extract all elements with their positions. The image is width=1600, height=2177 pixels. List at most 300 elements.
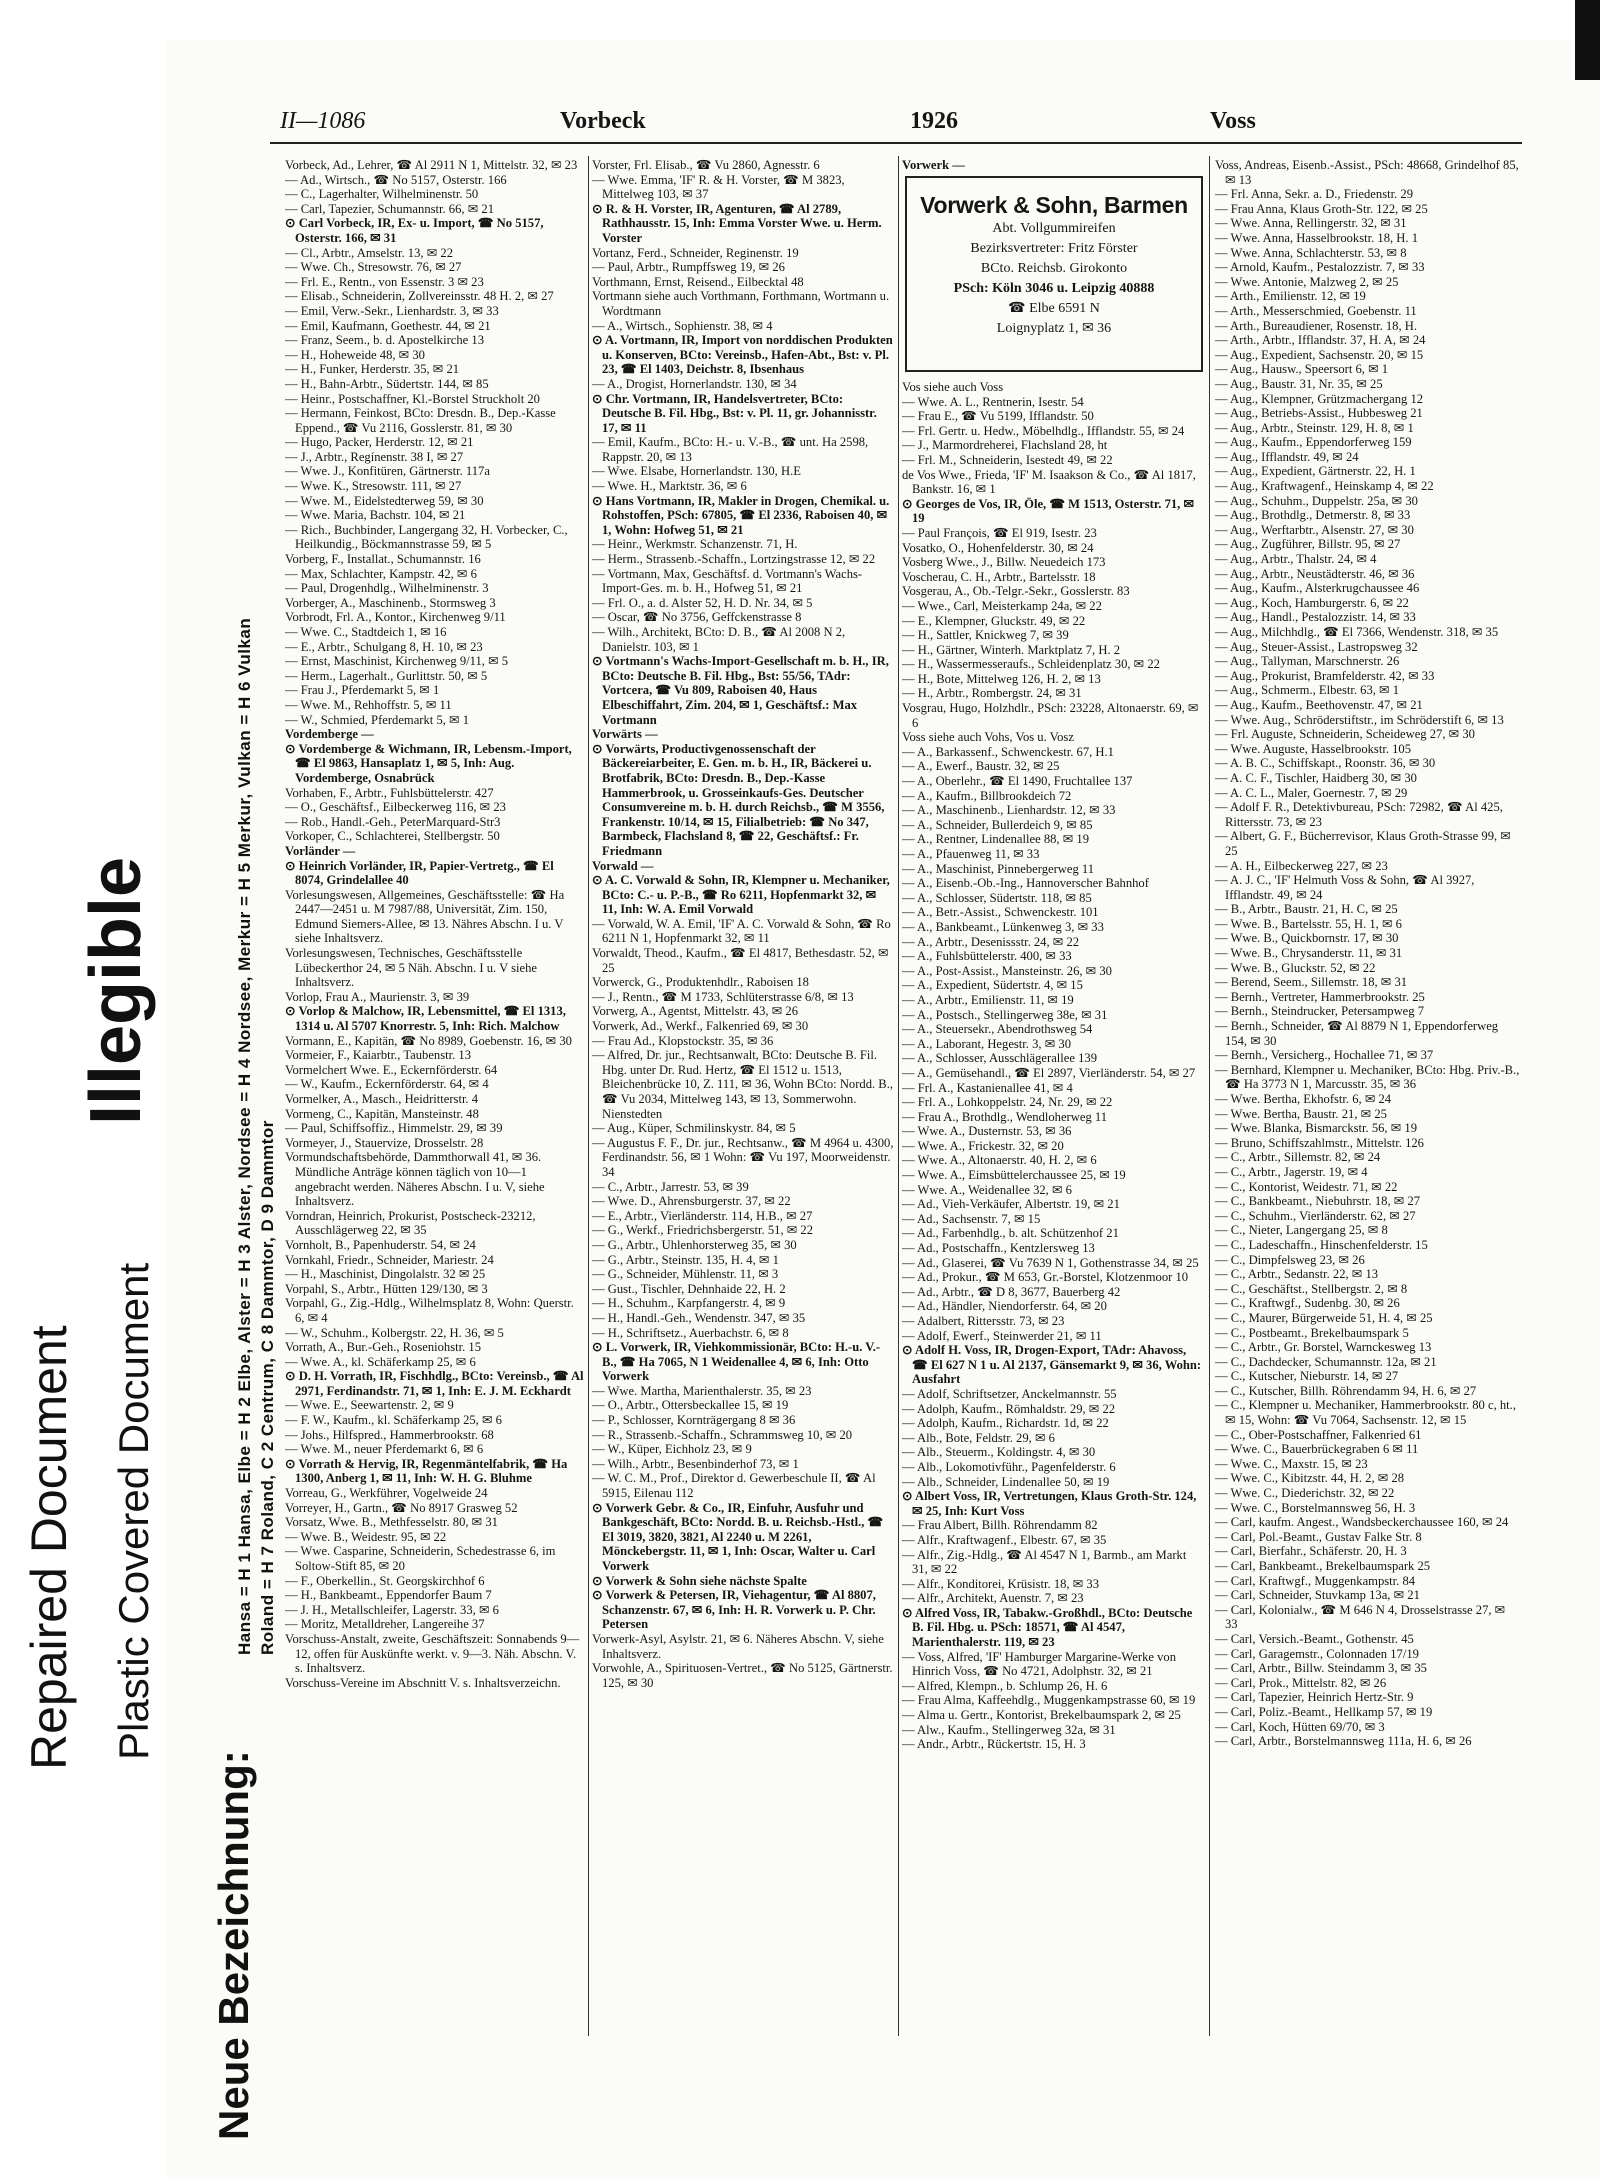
directory-entry: — Carl, Poliz.-Beamt., Hellkamp 57, ✉ 19 [1215, 1704, 1433, 1719]
directory-entry: Vorschuss-Vereine im Abschnitt V. s. Inhaltsverzeichn. [285, 1675, 561, 1690]
directory-entry: — Carl, Bierfahr., Schäferstr. 20, H. 3 [1215, 1544, 1407, 1559]
directory-entry: Vormelker, A., Masch., Heidritterstr. 4 [285, 1092, 479, 1106]
directory-entry: de Vos Wwe., Frieda, 'IF' M. Isaakson & Co., ☎ Al 1817, Bankstr. 16, ✉ 1 [902, 467, 1196, 497]
directory-entry: — Hermann, Feinkost, BCto: Dresdn. B., Dep.-Kasse Eppend., ☎ Vu 2116, Gosslerstr. 81, ✉ 30 [285, 406, 556, 435]
neue-bezeichnung-label: Neue Bezeichnung: [210, 1750, 257, 2140]
directory-entry: — Alb., Bote, Feldstr. 29, ✉ 6 [902, 1430, 1055, 1445]
directory-entry: — Bernhard, Klempner u. Mechaniker, BCto: Hbg. Priv.-B., ☎ Ha 3773 N 1, Marcusstr. 35, ✉ 36 [1215, 1062, 1520, 1092]
directory-entry: — A., Drogist, Hornerlandstr. 130, ✉ 34 [592, 376, 797, 391]
directory-entry: Vormeng, C., Kapitän, Mansteinstr. 48 [285, 1106, 479, 1121]
directory-entry: — F., Oberkellin., St. Georgskirchhof 6 [285, 1573, 485, 1588]
directory-entry: Vorndran, Heinrich, Prokurist, Postscheck-23212, Ausschlägerweg 22, ✉ 35 [285, 1208, 536, 1238]
directory-entry: — Frau Albert, Billh. Röhrendamm 82 [902, 1518, 1098, 1533]
directory-entry: — Carl, Pol.-Beamt., Gustav Falke Str. 8 [1215, 1529, 1422, 1544]
directory-entry: ⊙ Albert Voss, IR, Vertretungen, Klaus Groth-Str. 124, ✉ 25, Inh: Kurt Voss [902, 1489, 1197, 1518]
directory-entry: Vorlop, Frau A., Maurienstr. 3, ✉ 39 [285, 989, 470, 1004]
directory-entry: — Oscar, ☎ No 3756, Geffckenstrasse 8 [592, 610, 802, 625]
directory-entry: — A., Rentner, Lindenallee 88, ✉ 19 [902, 832, 1090, 847]
directory-entry: — Wwe. Martha, Marienthalerstr. 35, ✉ 23 [592, 1383, 812, 1398]
directory-entry: Vormelchert Wwe. E., Eckernförderstr. 64 [285, 1062, 498, 1077]
directory-entry: — H., Schuhm., Karpfangerstr. 4, ✉ 9 [592, 1296, 786, 1311]
directory-entry: — C., Arbtr., Sedanstr. 22, ✉ 13 [1215, 1267, 1379, 1282]
directory-entry: — Alfred, Klempn., b. Schlump 26, H. 6 [902, 1678, 1108, 1693]
advert-address: Loignyplatz 1, ✉ 36 [996, 321, 1112, 336]
directory-entry: — A., Pfauenweg 11, ✉ 33 [902, 847, 1040, 861]
advert-phone: ☎ Elbe 6591 N [1008, 301, 1100, 316]
directory-entry: — Aug., Werftarbtr., Alsenstr. 27, ✉ 30 [1215, 522, 1414, 537]
directory-entry: — Wwe. C., Kibitzstr. 44, H. 2, ✉ 28 [1215, 1471, 1405, 1486]
directory-entry: Vorkoper, C., Schlachterei, Stellbergstr. 50 [285, 829, 500, 844]
directory-entry: — Bruno, Schiffszahlmstr., Mittelstr. 126 [1215, 1135, 1424, 1150]
directory-entry: — Wwe. Bertha, Baustr. 21, ✉ 25 [1215, 1106, 1387, 1121]
directory-entry: — A., Schlosser, Südertstr. 118, ✉ 85 [902, 890, 1092, 905]
directory-entry: — Carl, Schneider, Stuvkamp 13a, ✉ 21 [1215, 1588, 1420, 1603]
directory-entry: ⊙ Vorrath & Hervig, IR, Regenmäntelfabrik, ☎ Ha 1300, Anberg 1, ✉ 11, Inh: W. H. G. Bluhme [285, 1456, 568, 1486]
directory-entry: — J., Rentn., ☎ M 1733, Schlüterstrasse 6/8, ✉ 13 [592, 989, 854, 1004]
directory-entry: — Aug., Ifflandstr. 49, ✉ 24 [1215, 449, 1359, 464]
directory-entry: Vormann, E., Kapitän, ☎ No 8989, Goebenstr. 16, ✉ 30 [285, 1033, 572, 1048]
directory-entry: — Wwe. B., Weidestr. 95, ✉ 22 [285, 1529, 447, 1544]
directory-entry: — Rich., Buchbinder, Langergang 32, H. Vorbecker, C., Heilkundig., Böckmannstrasse 59, ✉ 5 [285, 522, 568, 552]
directory-entry: — A., Oberlehr., ☎ El 1490, Fruchtallee 137 [902, 774, 1133, 789]
directory-entry: — Wwe. A., Dusternstr. 53, ✉ 36 [902, 1124, 1072, 1139]
directory-entry: ⊙ Vorwerk & Sohn siehe nächste Spalte [592, 1573, 807, 1588]
directory-entry: — Emil, Verw.-Sekr., Lienhardstr. 3, ✉ 33 [285, 303, 499, 318]
page-number: II—1086 [280, 108, 366, 134]
directory-entry: Vorlesungswesen, Technisches, Geschäftsstelle Lübeckerthor 24, ✉ 5 Näh. Abschn. I u. V siehe Inhaltsverz. [285, 946, 537, 990]
directory-entry: Voss siehe auch Vohs, Vos u. Vosz [902, 730, 1074, 745]
directory-entry: — Ad., Sachsenstr. 7, ✉ 15 [902, 1211, 1041, 1226]
directory-entry: — H., Wassermesseraufs., Schleidenplatz 30, ✉ 22 [902, 657, 1160, 672]
directory-entry: Vorhaben, F., Arbtr., Fuhlsbüttelerstr. 427 [285, 785, 494, 800]
directory-entry: — Cl., Arbtr., Amselstr. 13, ✉ 22 [285, 245, 453, 260]
directory-entry: — Carl, Arbtr., Billw. Steindamm 3, ✉ 35 [1215, 1661, 1427, 1676]
directory-entry: ⊙ Vorwerk & Petersen, IR, Viehagentur, ☎ Al 8807, Schanzenstr. 67, ✉ 6, Inh: H. R. Vorwerk u. P. Chr. Petersen [592, 1588, 876, 1632]
directory-entry: — A., Arbtr., Desenissstr. 24, ✉ 22 [902, 934, 1080, 949]
directory-entry: — Wwe. Auguste, Hasselbrookstr. 105 [1215, 741, 1412, 756]
directory-entry: — C., Klempner u. Mechaniker, Hammerbrookstr. 80 c, ht., ✉ 15, Wohn: ☎ Vu 7064, Sachsenstr. 12, ✉ 15 [1215, 1398, 1516, 1428]
directory-entry: — H., Bote, Mittelweg 126, H. 2, ✉ 13 [902, 671, 1101, 686]
directory-entry: — Frl. E., Rentn., von Essenstr. 3 ✉ 23 [285, 274, 484, 289]
directory-entry: — A., Post-Assist., Mansteinstr. 26, ✉ 30 [902, 963, 1112, 978]
directory-entry: — Ad., Farbenhdlg., b. alt. Schützenhof 21 [902, 1226, 1119, 1241]
directory-entry: — Wwe. M., Rehhoffstr. 5, ✉ 11 [285, 697, 452, 712]
document-annotation-sidebar [0, 0, 280, 2177]
directory-entry: — Bernh., Steindrucker, Petersampweg 7 [1215, 1004, 1424, 1019]
directory-entry: — Frl. M., Schneiderin, Isestedt 49, ✉ 22 [902, 452, 1113, 467]
directory-entry: — Wwe. Aug., Schröderstiftstr., im Schröderstift 6, ✉ 13 [1215, 712, 1504, 727]
directory-entry: — C., Kutscher, Nieburstr. 14, ✉ 27 [1215, 1369, 1399, 1384]
directory-entry: — Aug., Milchhdlg., ☎ El 7366, Wendenstr. 318, ✉ 35 [1215, 625, 1499, 639]
directory-entry: — Ad., Prokur., ☎ M 653, Gr.-Borstel, Klotzenmoor 10 [902, 1270, 1189, 1285]
directory-entry: — Wwe. A., Eimsbüttelerchaussee 25, ✉ 19 [902, 1168, 1126, 1183]
directory-entry: — Carl, Versich.-Beamt., Gothenstr. 45 [1215, 1631, 1414, 1646]
directory-entry: — C., Schuhm., Vierländerstr. 62, ✉ 27 [1215, 1208, 1416, 1223]
column-divider [898, 156, 899, 2036]
directory-entry: — Wwe. M., Eidelstedterweg 59, ✉ 30 [285, 493, 484, 508]
directory-entry: — Aug., Baustr. 31, Nr. 35, ✉ 25 [1215, 376, 1383, 391]
directory-entry: ⊙ A. Vortmann, IR, Import von norddischen Produkten u. Konserven, BCto: Vereinsb., Hafen-Abt., Bst: v. Pl. 23, ☎ El 1403, Deichstr. 8, Ibsenhaus [592, 333, 893, 377]
directory-entry: — Adolf, Schriftsetzer, Anckelmannstr. 55 [902, 1386, 1117, 1401]
directory-entry: — C., Lagerhalter, Wilhelminenstr. 50 [285, 187, 479, 202]
directory-entry: — G., Arbtr., Uhlenhorsterweg 35, ✉ 30 [592, 1237, 797, 1252]
directory-entry: — O., Arbtr., Ottersbeckallee 15, ✉ 19 [592, 1398, 789, 1413]
directory-entry: — Alw., Kaufm., Stellingerweg 32a, ✉ 31 [902, 1722, 1116, 1737]
directory-entry: Vosatko, O., Hohenfelderstr. 30, ✉ 24 [902, 540, 1094, 555]
directory-entry: — Wwe. B., Bartelsstr. 55, H. 1, ✉ 6 [1215, 916, 1402, 931]
directory-entry: Vorlesungswesen, Allgemeines, Geschäftsstelle: ☎ Ha 2447—2451 u. M 7987/88, Universität, Zim. 150, Edmund Siemers-Allee, ✉ 13. Nähres Abschn. I u. V siehe Inhaltsverz. [285, 887, 565, 946]
directory-column-3 [902, 380, 1204, 2060]
directory-column-2 [592, 158, 894, 2058]
directory-entry: — A., Betr.-Assist., Schwenckestr. 101 [902, 905, 1099, 920]
directory-entry: Vosgrau, Hugo, Holzhdlr., PSch: 23228, Altonaerstr. 69, ✉ 6 [902, 701, 1199, 730]
directory-entry: — Aug., Expedient, Gärtnerstr. 22, H. 1 [1215, 464, 1416, 479]
advert-title: Vorwerk & Sohn, Barmen [920, 192, 1188, 218]
directory-entry: — E., Arbtr., Schulgang 8, H. 10, ✉ 23 [285, 639, 483, 654]
directory-entry: — Wwe., Carl, Meisterkamp 24a, ✉ 22 [902, 598, 1102, 613]
directory-entry: — C., Geschäftst., Stellbergstr. 2, ✉ 8 [1215, 1281, 1408, 1296]
directory-entry: — Alma u. Gertr., Kontorist, Brekelbaumspark 2, ✉ 25 [902, 1708, 1181, 1723]
directory-entry: — Alb., Schneider, Lindenallee 50, ✉ 19 [902, 1474, 1110, 1489]
directory-entry: — H., Bankbeamt., Eppendorfer Baum 7 [285, 1588, 492, 1603]
directory-entry: — Wwe. B., Chrysanderstr. 11, ✉ 31 [1215, 946, 1403, 961]
directory-entry: Vorländer — [285, 843, 356, 858]
directory-entry: ⊙ Vorwerk Gebr. & Co., IR, Einfuhr, Ausfuhr und Bankgeschäft, BCto: Nordd. B. u. Reichsb.-Hstl., ☎ El 3019, 3820, 3821, Al 2240 u. M 2261, Mönckebergstr. 11, ✉ 1, Inh: Oscar, Walter u. Carl Vorwerk [592, 1500, 884, 1573]
directory-entry: — Aug., Arbtr., Thalstr. 24, ✉ 4 [1215, 552, 1377, 567]
directory-entry: — Max, Schlachter, Kampstr. 42, ✉ 6 [285, 566, 477, 581]
page-header [270, 108, 1270, 138]
directory-entry: — Frau E., ☎ Vu 5199, Ifflandstr. 50 [902, 409, 1094, 424]
directory-entry: — C., Arbtr., Jarrestr. 53, ✉ 39 [592, 1179, 749, 1194]
directory-entry: — Ad., Arbtr., ☎ D 8, 3677, Bauerberg 42 [902, 1284, 1121, 1299]
directory-entry: Vorster, Frl. Elisab., ☎ Vu 2860, Agnesstr. 6 [592, 158, 820, 172]
directory-entry: — H., Arbtr., Rombergstr. 24, ✉ 31 [902, 686, 1082, 701]
directory-entry: — Alfred, Dr. jur., Rechtsanwalt, BCto: Deutsche B. Fil. Hbg. unter Dr. Rud. Hertz, ☎ El 1512 u. 1513, Bleichenbrücke 10, Z. 111, ✉ 36, Wohn BCto: Nordd. B., ☎ Vu 2034, Mittelweg 143, ✉ 13, Sommerwohn. Nienstedten [592, 1048, 894, 1121]
directory-entry: — Herm., Strassenb.-Schaffn., Lortzingstrasse 12, ✉ 22 [592, 552, 876, 567]
directory-entry: — Moritz, Metalldreher, Langereihe 37 [285, 1617, 485, 1632]
directory-entry: — Frl. A., Kastanienallee 41, ✉ 4 [902, 1080, 1073, 1095]
directory-entry: — Alfr., Konditorei, Krüsistr. 18, ✉ 33 [902, 1576, 1100, 1591]
directory-entry: — A. C. F., Tischler, Haidberg 30, ✉ 30 [1215, 770, 1417, 785]
directory-entry: — Albert, G. F., Bücherrevisor, Klaus Groth-Strasse 99, ✉ 25 [1215, 829, 1511, 858]
directory-entry: — Wwe. M., neuer Pferdemarkt 6, ✉ 6 [285, 1442, 484, 1457]
directory-entry: Vorwerk, Ad., Werkf., Falkenried 69, ✉ 30 [592, 1019, 809, 1034]
directory-entry: — H., Bahn-Arbtr., Südertstr. 144, ✉ 85 [285, 376, 489, 391]
directory-entry: — C., Kontorist, Weidestr. 71, ✉ 22 [1215, 1179, 1398, 1194]
directory-entry: ⊙ Vortmann's Wachs-Import-Gesellschaft m. b. H., IR, BCto: Deutsche B. Fil. Hbg., Bst: 55/56, TAdr: Vortcera, ☎ Vu 809, Raboisen 40, Haus Elbeschiffahrt, Zim. 204, ✉ 1, Geschäftsf.: Max Vortmann [592, 654, 889, 727]
directory-entry: — Aug., Kaufm., Beethovenstr. 47, ✉ 21 [1215, 697, 1423, 712]
directory-entry: — Carl, Koch, Hütten 69/70, ✉ 3 [1215, 1719, 1385, 1734]
directory-entry: Vordemberge — [285, 727, 374, 742]
directory-entry: — Wwe. C., Borstelmannsweg 56, H. 3 [1215, 1500, 1416, 1515]
directory-entry: — Paul, Arbtr., Rumpffsweg 19, ✉ 26 [592, 260, 785, 275]
directory-entry: — E., Klempner, Gluckstr. 49, ✉ 22 [902, 613, 1086, 628]
directory-entry: Vorwärts — [592, 727, 658, 742]
directory-entry: — A., Ewerf., Baustr. 32, ✉ 25 [902, 759, 1060, 774]
directory-entry: — C., Arbtr., Jagerstr. 19, ✉ 4 [1215, 1164, 1368, 1179]
advert-bank: BCto. Reichsb. Girokonto [980, 261, 1128, 276]
directory-entry: ⊙ Georges de Vos, IR, Öle, ☎ M 1513, Osterstr. 71, ✉ 19 [902, 496, 1195, 526]
directory-entry: — Wwe. B., Quickbornstr. 17, ✉ 30 [1215, 931, 1399, 946]
directory-entry: — Carl, kaufm. Angest., Wandsbeckerchaussee 160, ✉ 24 [1215, 1515, 1509, 1530]
directory-entry: — Adolph, Kaufm., Römhaldstr. 29, ✉ 22 [902, 1401, 1116, 1416]
directory-entry: — Wwe. D., Ahrensburgerstr. 37, ✉ 22 [592, 1194, 791, 1209]
header-year: 1926 [910, 108, 958, 134]
directory-entry: — A., Arbtr., Emilienstr. 11, ✉ 19 [902, 992, 1074, 1007]
directory-entry: — Frau J., Pferdemarkt 5, ✉ 1 [285, 683, 440, 698]
directory-entry: — G., Werkf., Friedrichsbergerstr. 51, ✉ 22 [592, 1223, 814, 1238]
directory-entry: — Alfr., Zig.-Hdlg., ☎ Al 4547 N 1, Barmb., am Markt 31, ✉ 22 [902, 1547, 1187, 1577]
directory-entry: — Wilh., Arbtr., Besenbinderhof 73, ✉ 1 [592, 1456, 799, 1471]
directory-entry: — Adolf F. R., Detektivbureau, PSch: 72982, ☎ Al 425, Rittersstr. 73, ✉ 23 [1215, 800, 1503, 829]
directory-entry: — Wwe. C., Diederichstr. 32, ✉ 22 [1215, 1486, 1395, 1501]
directory-entry: Vorwerk-Asyl, Asylstr. 21, ✉ 6. Näheres Abschn. V, siehe Inhaltsverz. [592, 1631, 884, 1661]
directory-entry: ⊙ R. & H. Vorster, IR, Agenturen, ☎ Al 2789, Rathhausstr. 15, Inh: Emma Vorster Wwe. u. Herm. Vorster [592, 201, 882, 245]
directory-entry: ⊙ A. C. Vorwald & Sohn, IR, Klempner u. Mechaniker, BCto: C.- u. P.-B., ☎ Ro 6211, Hopfenmarkt 32, ✉ 11, Inh: W. A. Emil Vorwald [592, 873, 890, 917]
directory-entry: — Aug., Tallyman, Marschnerstr. 26 [1215, 654, 1400, 669]
directory-entry: Vorsatz, Wwe. B., Methfesselstr. 80, ✉ 31 [285, 1515, 498, 1530]
directory-entry: — A., Fuhlsbüttelerstr. 400, ✉ 33 [902, 949, 1072, 964]
directory-entry: Vorreau, G., Werkführer, Vogelweide 24 [285, 1486, 488, 1501]
directory-entry: — Ad., Vieh-Verkäufer, Albertstr. 19, ✉ 21 [902, 1197, 1120, 1212]
directory-entry: — A., Kaufm., Billbrookdeich 72 [902, 788, 1072, 803]
directory-entry: — A., Gemüsehandl., ☎ El 2897, Vierländerstr. 54, ✉ 27 [902, 1065, 1196, 1080]
directory-entry: — Carl, Prok., Mittelstr. 82, ✉ 26 [1215, 1675, 1387, 1690]
directory-entry: — Arth., Emilienstr. 12, ✉ 19 [1215, 289, 1366, 304]
directory-entry: Vorthmann, Ernst, Reisend., Eilbecktal 48 [592, 274, 804, 289]
directory-entry: — Aug., Handl., Pestalozzistr. 14, ✉ 33 [1215, 610, 1416, 625]
directory-entry: — A., Schlosser, Ausschlägerallee 139 [902, 1051, 1098, 1066]
directory-entry: Vortanz, Ferd., Schneider, Reginenstr. 19 [592, 245, 799, 260]
directory-entry: — H., Schriftsetz., Auerbachstr. 6, ✉ 8 [592, 1325, 789, 1340]
directory-entry: ⊙ Vorwärts, Productivgenossenschaft der Bäckereiarbeiter, E. Gen. m. b. H., IR, Bäckerei u. Brotfabrik, BCto: Dresdn. B., Dep.-Kasse Hammerbrook, u. Grosseinkaufs-Ges. Deutscher Consumvereine m. b. H. durch Reichsb., ☎ M 3556, Frankenstr. 10/14, ✉ 15, Filialbetrieb: ☎ No 347, Barmbeck, Flachsland 8, ☎ 22, Geschäftsf.: Fr. Friedmann [592, 741, 885, 858]
directory-entry: ⊙ Alfred Voss, IR, Tabakw.-Großhdl., BCto: Deutsche B. Fil. Hbg. u. PSch: 18571, ☎ Al 4547, Marienthalerstr. 119, ✉ 23 [902, 1605, 1193, 1650]
directory-entry: — Ad., Postschaffn., Kentzlersweg 13 [902, 1241, 1095, 1256]
directory-entry: Vormeier, F., Kaiarbtr., Taubenstr. 13 [285, 1048, 472, 1063]
header-rule [270, 142, 1522, 144]
directory-entry: — W., Kaufm., Eckernförderstr. 64, ✉ 4 [285, 1077, 489, 1092]
directory-entry: — Wwe. J., Konfitüren, Gärtnerstr. 117a [285, 464, 490, 479]
directory-entry: — Rob., Handl.-Geh., PeterMarquard-Str3 [285, 814, 501, 829]
directory-entry: Vorberger, A., Maschinenb., Stormsweg 3 [285, 595, 496, 610]
directory-entry: — Aug., Koch, Hamburgerstr. 6, ✉ 22 [1215, 595, 1409, 610]
directory-entry: — E., Arbtr., Vierländerstr. 114, H.B., ✉ 27 [592, 1208, 813, 1223]
directory-entry: — Frl. Auguste, Schneiderin, Scheideweg 27, ✉ 30 [1215, 727, 1475, 742]
directory-entry: — W., Schmied, Pferdemarkt 5, ✉ 1 [285, 712, 470, 727]
directory-entry: — Frau Anna, Klaus Groth-Str. 122, ✉ 25 [1215, 201, 1428, 216]
directory-entry: — Gust., Tischler, Dehnhaide 22, H. 2 [592, 1281, 786, 1296]
directory-entry: Vormundschaftsbehörde, Dammthorwall 41, ✉ 36. Mündliche Anträge können täglich von 10—1 angebracht werden. Näheres Abschn. I u. V, siehe Inhaltsverz. [285, 1150, 545, 1209]
directory-entry: — B., Arbtr., Baustr. 21, H. C, ✉ 25 [1215, 902, 1398, 917]
directory-entry: ⊙ Chr. Vortmann, IR, Handelsvertreter, BCto: Deutsche B. Fil. Hbg., Bst: v. Pl. 11, gr. Johannisstr. 17, ✉ 11 [592, 391, 877, 435]
directory-column-1 [285, 158, 585, 2058]
directory-entry: — O., Geschäftsf., Eilbeckerweg 116, ✉ 23 [285, 800, 506, 815]
directory-entry: — Wwe. B., Gluckstr. 52, ✉ 22 [1215, 960, 1376, 975]
advert-representative: Bezirksvertreter: Fritz Förster [970, 241, 1138, 256]
illegible-label: Illegible [76, 856, 156, 1125]
directory-entry: Vornkahl, Friedr., Schneider, Mariestr. 24 [285, 1252, 494, 1267]
directory-entry: — Carl, Arbtr., Borstelmannsweg 111a, H. 6, ✉ 26 [1215, 1734, 1472, 1749]
directory-entry: — Elisab., Schneiderin, Zollvereinsstr. 48 H. 2, ✉ 27 [285, 289, 554, 304]
directory-entry: Voss, Andreas, Eisenb.-Assist., PSch: 48668, Grindelhof 85, ✉ 13 [1215, 158, 1519, 187]
directory-entry: — Frl. Anna, Sekr. a. D., Friedenstr. 29 [1215, 187, 1413, 202]
directory-entry: — Wwe. K., Stresowstr. 111, ✉ 27 [285, 479, 462, 494]
directory-entry: — A., Laborant, Hegestr. 3, ✉ 30 [902, 1036, 1071, 1051]
directory-entry: — Alb., Lokomotivführ., Pagenfelderstr. 6 [902, 1459, 1116, 1474]
directory-entry: — H., Funker, Herderstr. 35, ✉ 21 [285, 362, 460, 377]
directory-entry: — A., Steuersekr., Abendrothsweg 54 [902, 1022, 1093, 1037]
directory-entry: Vosberg Wwe., J., Billw. Neuedeich 173 [902, 555, 1106, 570]
directory-entry: — Aug., Hausw., Speersort 6, ✉ 1 [1215, 362, 1389, 377]
directory-entry: — C., Arbtr., Gr. Borstel, Warnckesweg 13 [1215, 1340, 1432, 1355]
directory-entry: — Augustus F. F., Dr. jur., Rechtsanw., ☎ M 4964 u. 4300, Ferdinandstr. 56, ✉ 1 Wohn: ☎ Vu 197, Moorweidenstr. 34 [592, 1135, 894, 1179]
directory-entry: — Bernh., Vertreter, Hammerbrookstr. 25 [1215, 989, 1425, 1004]
directory-entry: — J., Arbtr., Regínenstr. 38 I, ✉ 27 [285, 449, 464, 464]
directory-entry: — Franz, Seem., b. d. Apostelkirche 13 [285, 333, 485, 348]
column-divider [588, 156, 589, 2036]
directory-entry: — F. W., Kaufm., kl. Schäferkamp 25, ✉ 6 [285, 1413, 502, 1428]
directory-entry: — Paul François, ☎ El 919, Isestr. 23 [902, 525, 1097, 540]
directory-entry: — Ernst, Maschinist, Kirchenweg 9/11, ✉ 5 [285, 654, 509, 669]
advert-department: Abt. Vollgummireifen [992, 221, 1116, 236]
directory-entry: Vorreyer, H., Gartn., ☎ No 8917 Grasweg 52 [285, 1500, 518, 1515]
directory-entry: — Wwe. Bertha, Ekhofstr. 6, ✉ 24 [1215, 1092, 1392, 1106]
directory-entry: — C., Bankbeamt., Niebuhrstr. 18, ✉ 27 [1215, 1194, 1421, 1209]
directory-entry: — A., Barkassenf., Schwenckestr. 67, H.1 [902, 744, 1114, 759]
directory-entry: — Frau Ad., Klopstockstr. 35, ✉ 36 [592, 1033, 774, 1048]
directory-entry: — Ad., Glaserei, ☎ Vu 7639 N 1, Gothenstrasse 34, ✉ 25 [902, 1255, 1199, 1270]
directory-entry: — A., Expedient, Südertstr. 4, ✉ 15 [902, 978, 1083, 993]
directory-entry: Vornholt, B., Papenhuderstr. 54, ✉ 24 [285, 1237, 476, 1252]
directory-entry: — Johs., Hilfspred., Hammerbrookstr. 68 [285, 1427, 494, 1442]
directory-entry: — A., Bankbeamt., Lünkenweg 3, ✉ 33 [902, 919, 1104, 934]
directory-entry: ⊙ Hans Vortmann, IR, Makler in Drogen, Chemikal. u. Rohstoffen, PSch: 67805, ☎ El 2336, Raboisen 40, ✉ 1, Wohn: Hofweg 51, ✉ 21 [592, 493, 890, 537]
directory-entry: — Vorwald, W. A. Emil, 'IF' A. C. Vorwald & Sohn, ☎ Ro 6211 N 1, Hopfenmarkt 32, ✉ 11 [592, 916, 891, 946]
directory-entry: — C., Kraftwgf., Sudenbg. 30, ✉ 26 [1215, 1296, 1400, 1311]
directory-entry: — C., Dimpfelsweg 23, ✉ 26 [1215, 1252, 1365, 1267]
directory-entry: Vorwald — [592, 858, 654, 873]
directory-entry: Vorbrodt, Frl. A., Kontor., Kirchenweg 9/11 [285, 610, 506, 625]
directory-entry: — Wwe. H., Marktstr. 36, ✉ 6 [592, 479, 747, 494]
directory-entry: — Wwe. Emma, 'IF' R. & H. Vorster, ☎ M 3823, Mittelweg 103, ✉ 37 [592, 172, 845, 202]
directory-entry: — Adalbert, Rittersstr. 73, ✉ 23 [902, 1314, 1065, 1328]
directory-entry: — Wwe. A., kl. Schäferkamp 25, ✉ 6 [285, 1354, 476, 1369]
directory-entry: — Wwe. Anna, Hasselbrookstr. 18, H. 1 [1215, 230, 1418, 245]
directory-entry: — Frau A., Brothdlg., Wendloherweg 11 [902, 1109, 1108, 1124]
directory-entry: Vormeyer, J., Stauervize, Drosselstr. 28 [285, 1135, 484, 1150]
directory-entry: Vortmann siehe auch Vorthmann, Forthmann, Wortmann u. Wordtmann [592, 289, 890, 318]
directory-entry: — Wwe. A. L., Rentnerin, Isestr. 54 [902, 394, 1084, 409]
directory-entry: — C., Dachdecker, Schumannstr. 12a, ✉ 21 [1215, 1354, 1437, 1369]
directory-entry: — Aug., Küper, Schmilinskystr. 84, ✉ 5 [592, 1121, 796, 1136]
directory-entry: — Carl, Tapezier, Heinrich Hertz-Str. 9 [1215, 1690, 1414, 1705]
directory-entry: — H., Maschinist, Dingolalstr. 32 ✉ 25 [285, 1267, 486, 1282]
directory-entry: — Aug., Arbtr., Neustädterstr. 46, ✉ 36 [1215, 566, 1415, 581]
directory-entry: — C., Nieter, Langergang 25, ✉ 8 [1215, 1223, 1388, 1238]
directory-entry: — Aug., Betriebs-Assist., Hubbesweg 21 [1215, 406, 1423, 421]
directory-entry: — Carl, Bankbeamt., Brekelbaumspark 25 [1215, 1559, 1431, 1573]
directory-entry: Vosgerau, A., Ob.-Telgr.-Sekr., Gosslerstr. 83 [902, 584, 1130, 599]
directory-entry: — Heinr., Werkmstr. Schanzenstr. 71, H. [592, 537, 798, 552]
directory-entry: — Alb., Steuerm., Koldingstr. 4, ✉ 30 [902, 1445, 1096, 1460]
directory-entry: — Aug., Klempner, Grützmachergang 12 [1215, 391, 1424, 406]
district-codes-line-1: Hansa = H 1 Hansa, Elbe = H 2 Elbe, Alster = H 3 Alster, Nordsee = H 4 Nordsee, Merkur = H 5 Merkur, Vulkan = H 6 Vulkan [235, 617, 254, 1655]
header-first-name: Vorbeck [560, 108, 646, 134]
directory-entry: — Hugo, Packer, Herderstr. 12, ✉ 21 [285, 435, 474, 450]
directory-entry: — Emil, Kaufm., BCto: H.- u. V.-B., ☎ unt. Ha 2598, Rappstr. 20, ✉ 13 [592, 435, 869, 464]
directory-entry: Vorbeck, Ad., Lehrer, ☎ Al 2911 N 1, Mittelstr. 32, ✉ 23 [285, 158, 578, 172]
directory-entry: Vorschuss-Anstalt, zweite, Geschäftszeit: Sonnabends 9—12, offen für Auskünfte werkt. v. 9—3. Näh. Abschn. V. s. Inhaltsverz. [285, 1631, 580, 1676]
directory-entry: Vorberg, F., Installat., Schumannstr. 16 [285, 552, 481, 567]
directory-entry: — Carl, Tapezier, Schumannstr. 66, ✉ 21 [285, 201, 494, 216]
directory-entry: — Adolph, Kaufm., Richardstr. 1d, ✉ 22 [902, 1416, 1109, 1431]
directory-entry: — Wwe. Blanka, Bismarckstr. 56, ✉ 19 [1215, 1121, 1417, 1136]
directory-entry: — Aug., Schmerm., Elbestr. 63, ✉ 1 [1215, 683, 1400, 698]
directory-entry: — Bernh., Schneider, ☎ Al 8879 N 1, Eppendorferweg 154, ✉ 30 [1215, 1019, 1499, 1048]
directory-entry: — Wwe. Anna, Rellingerstr. 32, ✉ 31 [1215, 216, 1407, 231]
directory-entry: — Aug., Kaufm., Eppendorferweg 159 [1215, 435, 1412, 450]
directory-entry: — A. B. C., Schiffskapt., Roonstr. 36, ✉ 30 [1215, 756, 1436, 771]
directory-entry: — Aug., Expedient, Sachsenstr. 20, ✉ 15 [1215, 347, 1424, 362]
directory-entry: — Herm., Lagerhalt., Gurlittstr. 50, ✉ 5 [285, 668, 488, 683]
directory-entry: — Wwe. C., Stadtdeich 1, ✉ 16 [285, 625, 447, 639]
directory-entry: ⊙ Vorlop & Malchow, IR, Lebensmittel, ☎ El 1313, 1314 u. Al 5707 Knorrestr. 5, Inh: Rich. Malchow [285, 1004, 566, 1034]
directory-entry: — C., Kutscher, Billh. Röhrendamm 94, H. 6, ✉ 27 [1215, 1383, 1477, 1398]
directory-entry: — C., Arbtr., Sillemstr. 82, ✉ 24 [1215, 1150, 1381, 1165]
directory-entry: — Wwe. Ch., Stresowstr. 76, ✉ 27 [285, 260, 462, 275]
directory-entry: — Arth., Arbtr., Ifflandstr. 37, H. A, ✉ 24 [1215, 333, 1426, 348]
directory-entry: — Wwe. Elsabe, Hornerlandstr. 130, H.E [592, 464, 801, 479]
column-3-heading: Vorwerk — [902, 158, 965, 172]
directory-entry: Vorpahl, G., Zig.-Hdlg., Wilhelmsplatz 8, Wohn: Querstr. 6, ✉ 4 [285, 1296, 574, 1325]
directory-entry: — H., Gärtner, Winterh. Marktplatz 7, H. 2 [902, 642, 1121, 657]
directory-entry: — A. C. L., Maler, Goernestr. 7, ✉ 29 [1215, 785, 1408, 800]
column-divider [1209, 156, 1210, 2036]
directory-entry: — Paul, Schiffsoffiz., Himmelstr. 29, ✉ 39 [285, 1121, 503, 1136]
directory-entry: — Aug., Zugführer, Billstr. 95, ✉ 27 [1215, 537, 1401, 552]
directory-entry: — W. C. M., Prof., Direktor d. Gewerbeschule II, ☎ Al 5915, Eilenau 112 [592, 1471, 876, 1501]
directory-entry: — A., Eisenb.-Ob.-Ing., Hannoverscher Bahnhof [902, 876, 1149, 891]
plastic-covered-label: Plastic Covered Document [110, 1262, 157, 1760]
directory-entry: — Frl. A., Lohkoppelstr. 24, Nr. 29, ✉ 22 [902, 1095, 1113, 1110]
directory-entry: — Emil, Kaufmann, Goethestr. 44, ✉ 21 [285, 318, 491, 333]
scan-corner-mark [1575, 0, 1600, 80]
directory-entry: — Wwe. A., Weidenallee 32, ✉ 6 [902, 1182, 1072, 1197]
directory-entry: — Arnold, Kaufm., Pestalozzistr. 7, ✉ 33 [1215, 260, 1425, 275]
directory-entry: — C., Ober-Postschaffner, Falkenried 61 [1215, 1427, 1422, 1442]
directory-entry: — Andr., Arbtr., Rückertstr. 15, H. 3 [902, 1737, 1086, 1752]
directory-entry: — Frl. O., a. d. Alster 52, H. D. Nr. 34, ✉ 5 [592, 595, 813, 610]
directory-entry: — H., Sattler, Knickweg 7, ✉ 39 [902, 628, 1069, 643]
directory-entry: — P., Schlosser, Kornträgergang 8 ✉ 36 [592, 1413, 796, 1428]
directory-entry: — Ad., Wirtsch., ☎ No 5157, Osterstr. 166 [285, 172, 507, 187]
directory-entry: — Aug., Arbtr., Steinstr. 129, H. 8, ✉ 1 [1215, 420, 1414, 435]
directory-entry: — Wilh., Architekt, BCto: D. B., ☎ Al 2008 N 2, Danielstr. 103, ✉ 1 [592, 625, 846, 654]
directory-entry: — Frl. Gertr. u. Hedw., Möbelhdlg., Ifflandstr. 55, ✉ 24 [902, 423, 1185, 438]
directory-entry: ⊙ Heinrich Vorländer, IR, Papier-Vertretg., ☎ El 8074, Grindelallee 40 [285, 858, 554, 888]
directory-entry: ⊙ Vordemberge & Wichmann, IR, Lebensm.-Import, ☎ El 9863, Hansaplatz 1, ✉ 5, Inh: Aug. Vordemberge, Osnabrück [285, 741, 572, 785]
directory-entry: — Voss, Alfred, 'IF' Hamburger Margarine-Werke von Hinrich Voss, ☎ No 4721, Adolphstr. 32, ✉ 21 [902, 1649, 1177, 1679]
directory-entry: — A., Postsch., Stellingerweg 38e, ✉ 31 [902, 1007, 1108, 1022]
directory-entry: — Carl, Kolonialw., ☎ M 646 N 4, Drosselstrasse 27, ✉ 33 [1215, 1602, 1506, 1632]
vorwerk-advertisement [905, 176, 1203, 372]
directory-entry: — Aug., Brothdlg., Detmerstr. 8, ✉ 33 [1215, 508, 1411, 523]
directory-entry: — A., Maschinist, Pinnebergerweg 11 [902, 861, 1095, 876]
directory-entry: — J., Marmordreherei, Flachsland 28, ht [902, 438, 1108, 453]
directory-entry: — H., Hoheweide 48, ✉ 30 [285, 347, 425, 362]
repaired-document-label: Repaired Document [21, 1325, 77, 1770]
header-last-name: Voss [1210, 108, 1256, 134]
